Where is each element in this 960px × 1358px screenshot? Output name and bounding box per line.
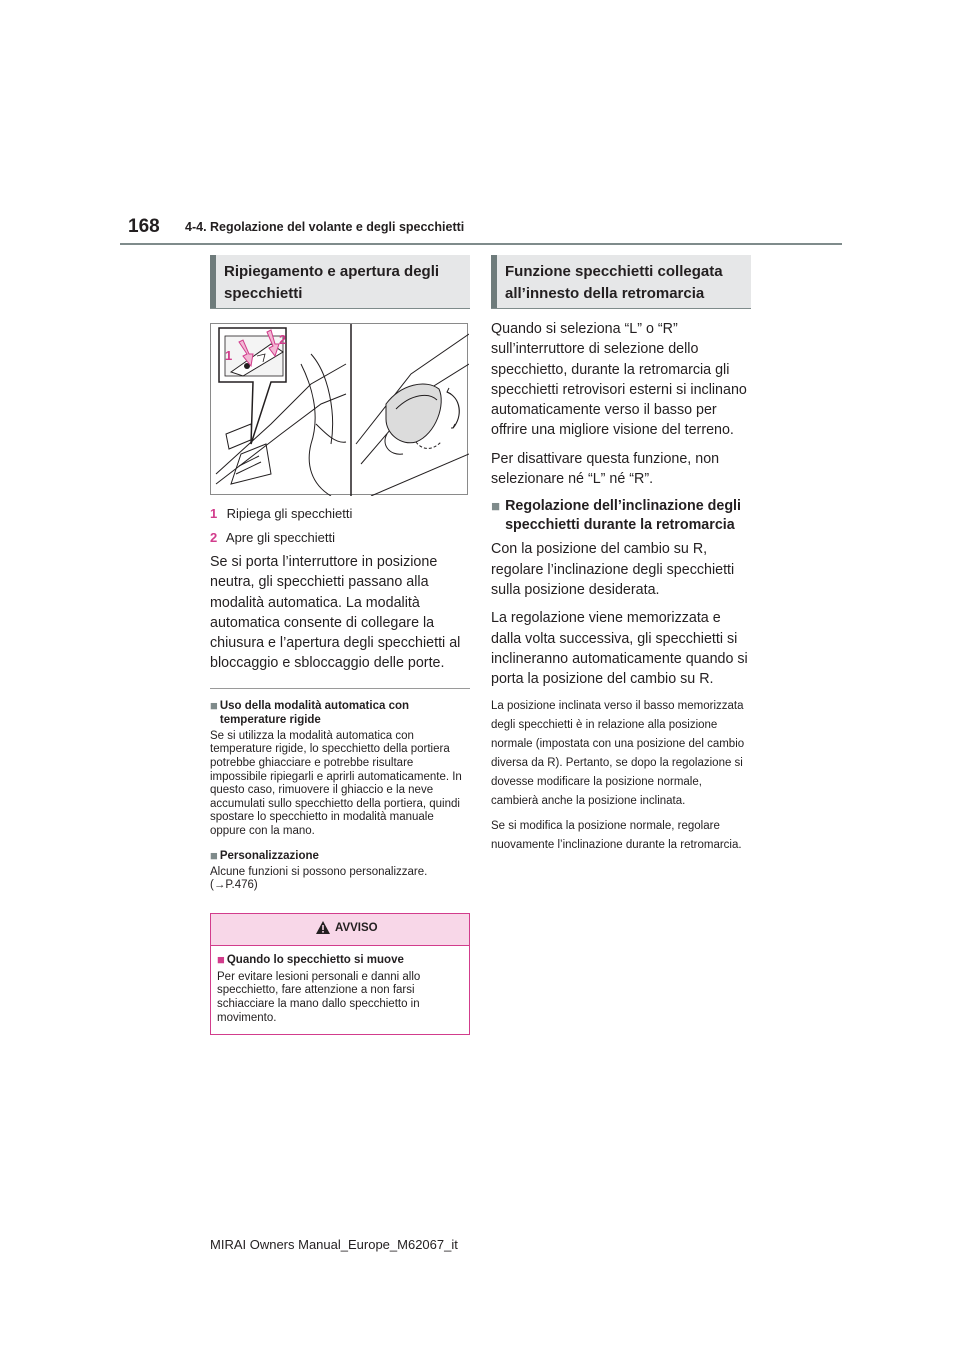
square-bullet-icon: ■: [217, 951, 225, 967]
warning-body: [211, 946, 469, 1034]
auto-mode-paragraph: Se si porta l’interruttore in posizione neutra, gli specchietti passano alla modalità automatica. La modalità automatica consente di collegare la chiusura e l’apertura degli specchietti al bloccaggio e sbloccaggio delle porte.: [210, 554, 461, 672]
numbered-list: [210, 504, 470, 547]
left-section-heading: Ripiegamento e apertura degli specchietti: [210, 255, 470, 309]
reverse-tilt-paragraph: Quando si seleziona “L” o “R” sull’interruttore di selezione dello specchietto, durante la retromarcia gli specchietti retrovisori esterni si inclinano automaticamente verso il basso per offrire una migliore visione del terreno.: [491, 321, 747, 439]
list-item: [210, 528, 470, 547]
notes-divider: [210, 688, 470, 689]
warning-header: [211, 914, 469, 946]
mirror-switch-drawing: [211, 324, 469, 496]
list-item: [210, 504, 470, 523]
section-title: 4-4. Regolazione del volante e degli specchietti: [185, 220, 465, 234]
list-item-number: 1: [210, 506, 218, 521]
footer-text: MIRAI Owners Manual_Europe_M62067_it: [210, 1237, 458, 1252]
square-bullet-icon: ■: [210, 847, 218, 863]
left-paragraph: [210, 552, 470, 674]
callout-2-label: 2: [279, 332, 287, 347]
right-column: [491, 255, 751, 855]
subheading-text: Regolazione dell’inclinazione degli specchietti durante la retromarcia: [505, 498, 741, 534]
left-column: [210, 255, 470, 1035]
note-title: Uso della modalità automatica con temperature rigide: [219, 699, 410, 726]
square-bullet-icon: ■: [491, 498, 501, 516]
callout-1-label: 1: [225, 348, 233, 363]
note-title: Personalizzazione: [219, 849, 319, 862]
disable-paragraph: Per disattivare questa funzione, non selezionare né “L” né “R”.: [491, 450, 720, 488]
warning-title: Quando lo specchietto si muove: [226, 953, 404, 966]
right-section-heading: Funzione specchietti collegata all’innesto della retromarcia: [491, 255, 751, 309]
warning-label: AVVISO: [335, 921, 378, 934]
list-item-number: 2: [210, 530, 218, 545]
warning-box: [210, 913, 470, 1035]
note-cold-weather: [210, 699, 470, 839]
right-body-2: [491, 539, 751, 689]
square-bullet-icon: ■: [210, 697, 218, 713]
small-note-1: La posizione inclinata verso il basso memorizzata degli specchietti è in relazione alla posizione normale (impostata con una posizione del cambio diversa da R). Pertanto, se dopo la regolazione si dovesse modificare la posizione normale, cambierà anche la posizione inclinata.: [491, 700, 745, 808]
page-number: 168: [128, 216, 160, 237]
mirror-switch-illustration: [210, 323, 468, 495]
header-rule: [120, 243, 842, 245]
note-text: Alcune funzioni si possono personalizzare. (→P.476): [210, 865, 428, 892]
small-note-2: Se si modifica la posizione normale, regolare nuovamente l’inclinazione durante la retromarcia.: [491, 820, 742, 852]
adjust-paragraph: Con la posizione del cambio su R, regolare l’inclinazione degli specchietti sulla posizione desiderata.: [491, 541, 735, 598]
warning-triangle-icon: [315, 920, 331, 935]
note-text: Se si utilizza la modalità automatica con temperature rigide, lo specchietto della portiera potrebbe ghiacciare e potrebbe risultare impossibile ripiegarli e aprirli automaticamente. In questo caso, rimuovere il ghiaccio e la neve accumulati sullo specchietto della portiera, quindi spostare lo specchietto in modalità manuale oppure con la mano.: [210, 729, 462, 837]
list-item-text: Ripiega gli specchietti: [226, 506, 353, 521]
tilt-adjust-subheading: [491, 497, 751, 535]
list-item-text: Apre gli specchietti: [225, 530, 336, 545]
right-body: [491, 319, 751, 489]
memory-paragraph: La regolazione viene memorizzata e dalla volta successiva, gli specchietti si inclineranno automaticamente quando si porta la posizione del cambio su R.: [491, 610, 748, 688]
note-customization: [210, 849, 470, 893]
warning-text: Per evitare lesioni personali e danni allo specchietto, fare attenzione a non farsi schiacciare la mano dallo specchietto in movimento.: [217, 970, 421, 1024]
